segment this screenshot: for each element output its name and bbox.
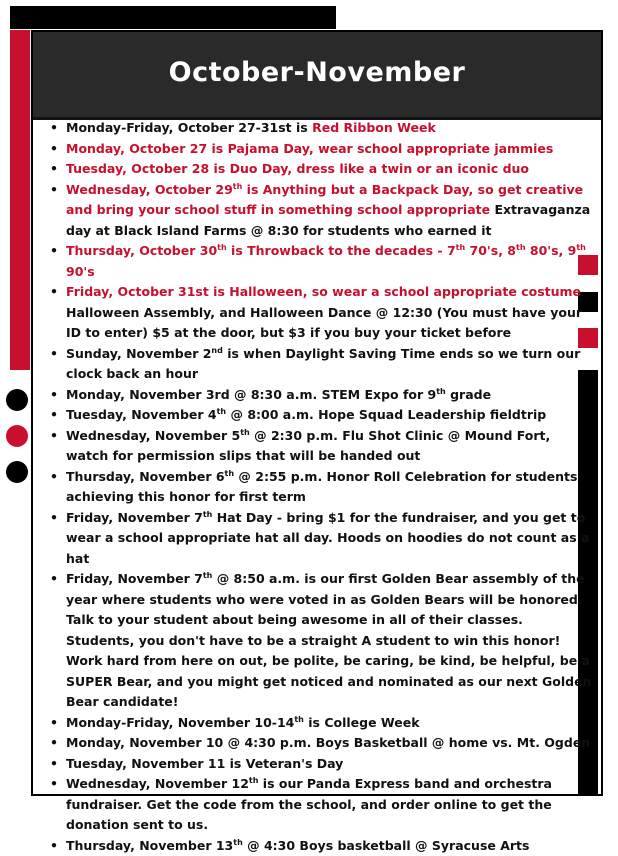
event-text: Monday, October 27 is Pajama Day, wear school appropriate jammies	[66, 141, 553, 156]
event-text: is Anything but a Backpack Day, so get creative and bring your school stuff in something school appropriate	[66, 182, 583, 218]
page-title: October-November	[33, 57, 601, 88]
event-text: Thursday, November 6	[66, 469, 225, 484]
event-item	[66, 508, 594, 570]
event-text: grade	[446, 387, 491, 402]
event-item	[66, 282, 594, 344]
event-text: Monday, November 3rd @ 8:30 a.m. STEM Expo for 9	[66, 387, 436, 402]
event-item	[66, 467, 594, 508]
event-text: @ 2:55 p.m. Honor Roll Celebration for students achieving this honor for first term	[66, 469, 577, 505]
event-item	[66, 385, 594, 406]
ordinal-suffix: th	[240, 427, 250, 436]
event-text: Monday, November 10 @ 4:30 p.m. Boys Basketball @ home vs. Mt. Ogden	[66, 735, 590, 750]
event-text: Wednesday, November 12	[66, 776, 249, 791]
event-item	[66, 569, 594, 713]
event-item	[66, 774, 594, 836]
decor-left-red-bar	[10, 30, 30, 370]
event-text: is College Week	[304, 715, 420, 730]
ordinal-suffix: th	[233, 837, 243, 846]
event-item	[66, 241, 594, 282]
event-text: 80's, 9	[526, 243, 577, 258]
ordinal-suffix: nd	[211, 345, 222, 354]
ordinal-suffix: th	[217, 407, 227, 416]
event-item	[66, 180, 594, 242]
ordinal-suffix: th	[576, 243, 586, 252]
ordinal-suffix: th	[225, 468, 235, 477]
event-text: Wednesday, November 5	[66, 428, 240, 443]
event-text: Halloween Assembly, and Halloween Dance @ 12:30 (You must have your ID to enter) $5 at the door, but $3 if you buy your ticket before	[66, 305, 582, 341]
event-item	[66, 344, 594, 385]
event-text: Tuesday, November 11 is Veteran's Day	[66, 756, 343, 771]
event-text: @ 8:50 a.m. is our first Golden Bear assembly of the year where students who were voted in as Golden Bears will be honored. Talk to your student about being awesome in all of their classes. Students, you don't have to be a straight A student to win this honor! Work hard from here on out, be polite, be caring, be kind, be helpful, be a SUPER Bear, and you might get noticed and nominated as our next Golden Bear candidate!	[66, 571, 591, 709]
event-text: 70's, 8	[465, 243, 516, 258]
ordinal-suffix: th	[436, 386, 446, 395]
decor-top-black-bar	[10, 6, 336, 29]
ordinal-suffix: th	[516, 243, 526, 252]
event-item	[66, 118, 594, 139]
ordinal-suffix: th	[217, 243, 227, 252]
header-band	[33, 32, 601, 117]
decor-red-dot	[6, 425, 28, 447]
event-text: Friday, October 31st is Halloween, so wear a school appropriate costume	[66, 284, 581, 299]
event-text: Red Ribbon Week	[312, 120, 436, 135]
event-text: is when Daylight Saving Time ends so we turn our clock back an hour	[66, 346, 580, 382]
event-text: Monday-Friday, November 10-14	[66, 715, 294, 730]
ordinal-suffix: th	[203, 509, 213, 518]
event-text: is our Panda Express band and orchestra fundraiser. Get the code from the school, and order online to get the donation sent to us.	[66, 776, 552, 832]
event-item	[66, 159, 594, 180]
events-list	[36, 118, 594, 856]
event-text: Friday, November 7	[66, 510, 203, 525]
event-text: @ 4:30 Boys basketball @ Syracuse Arts	[243, 838, 530, 853]
event-item	[66, 754, 594, 775]
event-item	[66, 733, 594, 754]
event-text: Tuesday, October 28 is Duo Day, dress like a twin or an iconic duo	[66, 161, 529, 176]
event-item	[66, 713, 594, 734]
event-text: Monday-Friday, October 27-31st is	[66, 120, 312, 135]
event-text: Tuesday, November 4	[66, 407, 217, 422]
event-text: Sunday, November 2	[66, 346, 211, 361]
event-text: 90's	[66, 264, 95, 279]
event-text: Friday, November 7	[66, 571, 203, 586]
ordinal-suffix: th	[249, 776, 259, 785]
event-text: Extravaganza day at Black Island Farms @ 8:30 for students who earned it	[66, 202, 590, 238]
decor-black-dot	[6, 389, 28, 411]
event-item	[66, 836, 594, 856]
event-text: @ 8:00 a.m. Hope Squad Leadership fieldtrip	[226, 407, 546, 422]
event-item	[66, 139, 594, 160]
event-text: Thursday, October 30	[66, 243, 217, 258]
event-item	[66, 405, 594, 426]
event-text: Hat Day - bring $1 for the fundraiser, and you get to wear a school appropriate hat all day. Hoods on hoodies do not count as a hat	[66, 510, 589, 566]
ordinal-suffix: th	[233, 181, 243, 190]
event-text: Wednesday, October 29	[66, 182, 233, 197]
ordinal-suffix: th	[456, 243, 466, 252]
event-text: is Throwback to the decades - 7	[227, 243, 456, 258]
event-item	[66, 426, 594, 467]
ordinal-suffix: th	[294, 714, 304, 723]
ordinal-suffix: th	[203, 571, 213, 580]
event-text: Thursday, November 13	[66, 838, 233, 853]
decor-black-dot	[6, 461, 28, 483]
event-text: @ 2:30 p.m. Flu Shot Clinic @ Mound Fort, watch for permission slips that will be handed out	[66, 428, 550, 464]
